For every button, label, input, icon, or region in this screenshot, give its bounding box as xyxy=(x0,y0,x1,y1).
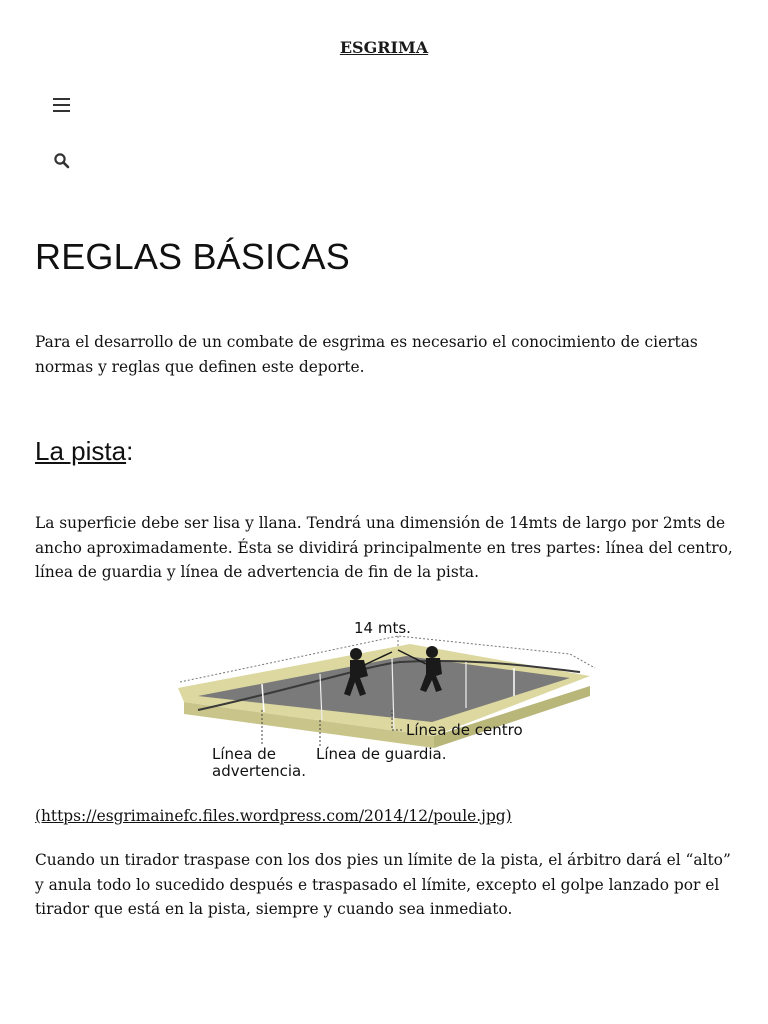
pista-paragraph: La superficie debe ser lisa y llana. Tendrá una dimensión de 14mts de largo por 2mts de ancho aproximadamente. Ésta se dividirá principalmente en tres partes: línea del centro, línea de guardia y línea de advertencia de fin de la pista. xyxy=(35,514,733,581)
intro-paragraph: Para el desarrollo de un combate de esgrima es necesario el conocimiento de ciertas normas y reglas que definen este deporte. xyxy=(35,333,698,376)
center-line-label: Línea de centro xyxy=(406,721,523,739)
section-heading-suffix: : xyxy=(126,436,134,466)
limit-paragraph: Cuando un tirador traspase con los dos pies un límite de la pista, el árbitro dará el “alto” y anula todo lo sucedido después e traspasado el límite, excepto el golpe lanzado por el tirador que está en la pista, siempre y cuando sea inmediato. xyxy=(35,851,731,918)
guard-line-label: Línea de guardia. xyxy=(316,745,447,763)
warning-line-label-line2: advertencia. xyxy=(212,762,306,780)
page-title: REGLAS BÁSICAS xyxy=(35,236,350,277)
image-source-link[interactable]: (https://esgrimainefc.files.wordpress.com/2014/12/poule.jpg) xyxy=(35,807,512,825)
section-heading xyxy=(35,436,133,467)
site-title[interactable]: ESGRIMA xyxy=(339,38,429,57)
search-icon[interactable] xyxy=(53,152,71,170)
length-label: 14 mts. xyxy=(354,619,411,637)
section-heading-text: La pista xyxy=(35,436,127,466)
warning-line-label xyxy=(212,746,332,780)
hamburger-menu-icon[interactable] xyxy=(52,96,72,114)
piste-diagram xyxy=(170,610,610,790)
warning-line-label-line1: Línea de xyxy=(212,745,276,763)
